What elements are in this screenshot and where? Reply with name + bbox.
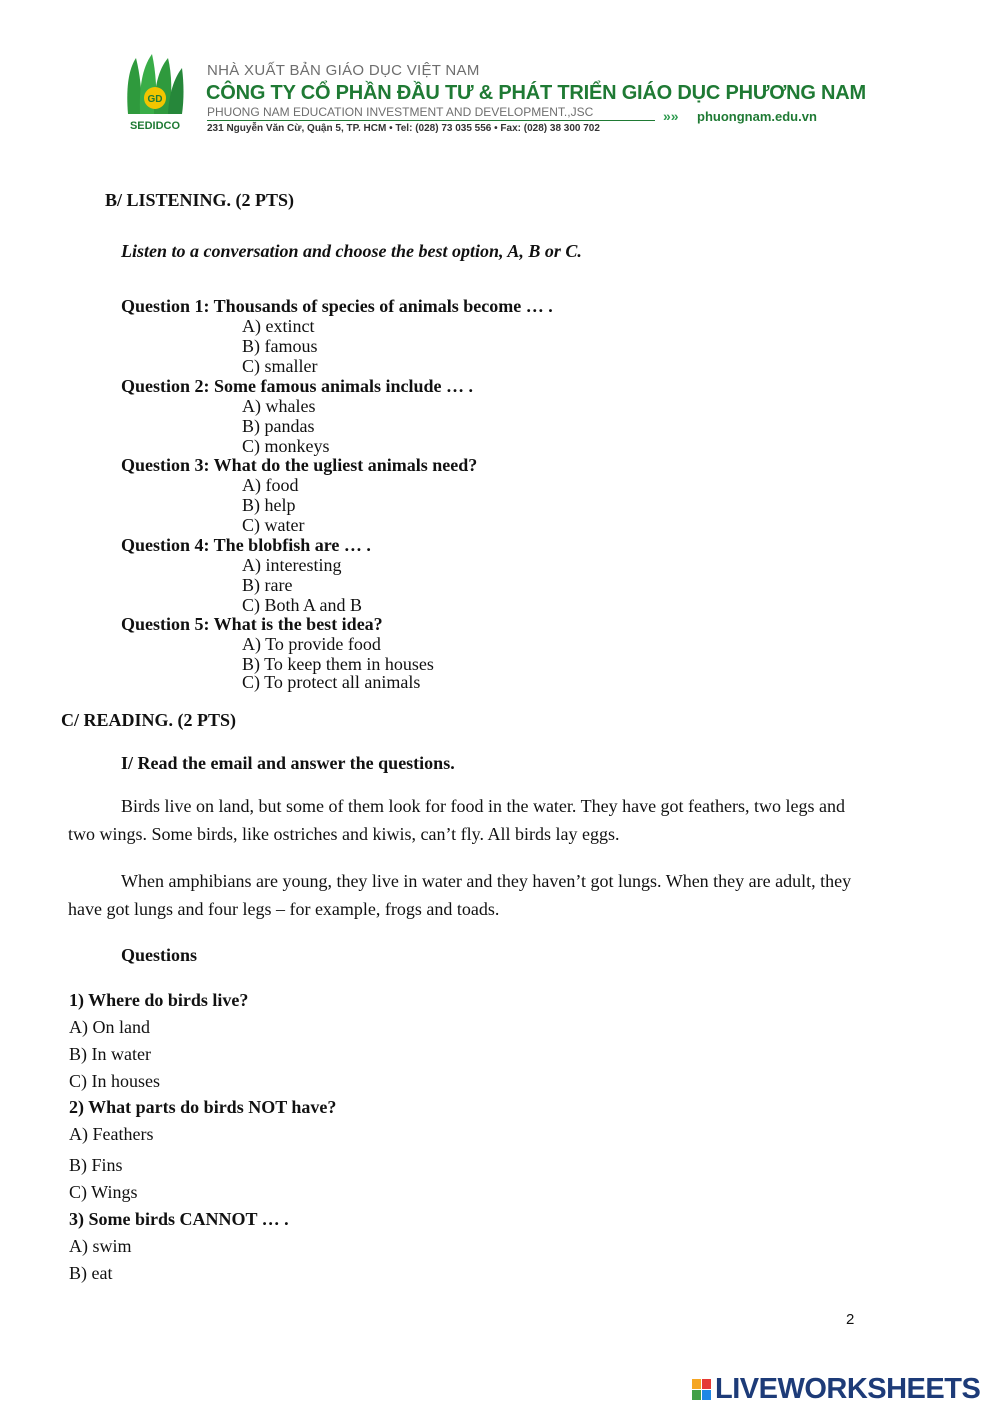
listening-question: Question 3: What do the ugliest animals need? bbox=[121, 455, 478, 475]
answer-option[interactable]: A) To provide food bbox=[242, 634, 381, 654]
answer-option[interactable]: A) food bbox=[242, 475, 299, 495]
website-link[interactable]: phuongnam.edu.vn bbox=[697, 109, 817, 124]
answer-option[interactable]: A) extinct bbox=[242, 316, 315, 336]
sedidco-logo bbox=[122, 52, 188, 134]
answer-option[interactable]: C) monkeys bbox=[242, 436, 330, 456]
answer-option[interactable]: A) Feathers bbox=[69, 1124, 154, 1144]
answer-option[interactable]: C) Both A and B bbox=[242, 595, 363, 615]
reading-paragraph-birds: Birds live on land, but some of them look for food in the water. They have got feathers, two legs and two wings. Some birds, like ostriches and kiwis, can’t fly. All birds lay eggs. bbox=[68, 796, 846, 844]
svg-text:SEDIDCO: SEDIDCO bbox=[129, 120, 181, 132]
reading-paragraph-amphibians: When amphibians are young, they live in water and they haven’t got lungs. When they are adult, they have got lungs and four legs – for example, frogs and toads. bbox=[68, 871, 852, 919]
answer-option[interactable]: B) rare bbox=[242, 575, 293, 595]
liveworksheets-brand: LIVEWORKSHEETS bbox=[715, 1373, 981, 1405]
liveworksheets-icon bbox=[692, 1379, 711, 1400]
svg-text:GD: GD bbox=[147, 94, 163, 105]
reading-question: 2) What parts do birds NOT have? bbox=[69, 1097, 337, 1117]
answer-option[interactable]: B) help bbox=[242, 495, 296, 515]
reading-instruction: I/ Read the email and answer the questions. bbox=[121, 753, 455, 773]
answer-option[interactable]: B) In water bbox=[69, 1044, 151, 1064]
answer-option[interactable]: A) swim bbox=[69, 1236, 132, 1256]
reading-question: 1) Where do birds live? bbox=[69, 990, 249, 1010]
company-name: CÔNG TY CỔ PHẦN ĐẦU TƯ & PHÁT TRIỂN GIÁO DỤC PHƯƠNG NAM bbox=[206, 82, 866, 104]
answer-option[interactable]: B) eat bbox=[69, 1263, 113, 1283]
reading-heading: C/ READING. (2 PTS) bbox=[61, 710, 237, 730]
company-name-english: PHUONG NAM EDUCATION INVESTMENT AND DEVELOPMENT.,JSC bbox=[207, 105, 594, 119]
company-address: 231 Nguyễn Văn Cừ, Quận 5, TP. HCM • Tel: (028) 73 035 556 • Fax: (028) 38 300 702 bbox=[207, 123, 600, 134]
answer-option[interactable]: B) To keep them in houses bbox=[242, 654, 434, 674]
listening-question: Question 1: Thousands of species of animals become … . bbox=[121, 296, 553, 316]
answer-option[interactable]: C) In houses bbox=[69, 1071, 160, 1091]
answer-option[interactable]: B) pandas bbox=[242, 416, 315, 436]
publisher-name: NHÀ XUẤT BẢN GIÁO DỤC VIỆT NAM bbox=[207, 62, 480, 79]
arrows-icon: »» bbox=[663, 108, 679, 124]
answer-option[interactable]: C) Wings bbox=[69, 1182, 138, 1202]
answer-option[interactable]: C) water bbox=[242, 515, 305, 535]
reading-question: 3) Some birds CANNOT … . bbox=[69, 1209, 289, 1229]
answer-option[interactable]: A) whales bbox=[242, 396, 316, 416]
listening-question: Question 2: Some famous animals include … . bbox=[121, 376, 474, 396]
listening-instruction: Listen to a conversation and choose the best option, A, B or C. bbox=[121, 241, 582, 261]
liveworksheets-logo bbox=[692, 1373, 980, 1406]
answer-option[interactable]: B) famous bbox=[242, 336, 318, 356]
listening-question: Question 4: The blobfish are … . bbox=[121, 535, 371, 555]
listening-question: Question 5: What is the best idea? bbox=[121, 614, 383, 634]
listening-heading: B/ LISTENING. (2 PTS) bbox=[105, 190, 295, 210]
questions-heading: Questions bbox=[121, 945, 198, 965]
page-number: 2 bbox=[846, 1311, 855, 1328]
answer-option[interactable]: A) On land bbox=[69, 1017, 150, 1037]
answer-option[interactable]: A) interesting bbox=[242, 555, 342, 575]
header-divider bbox=[207, 120, 655, 121]
answer-option[interactable]: C) To protect all animals bbox=[242, 672, 421, 692]
answer-option[interactable]: C) smaller bbox=[242, 356, 318, 376]
answer-option[interactable]: B) Fins bbox=[69, 1155, 123, 1175]
